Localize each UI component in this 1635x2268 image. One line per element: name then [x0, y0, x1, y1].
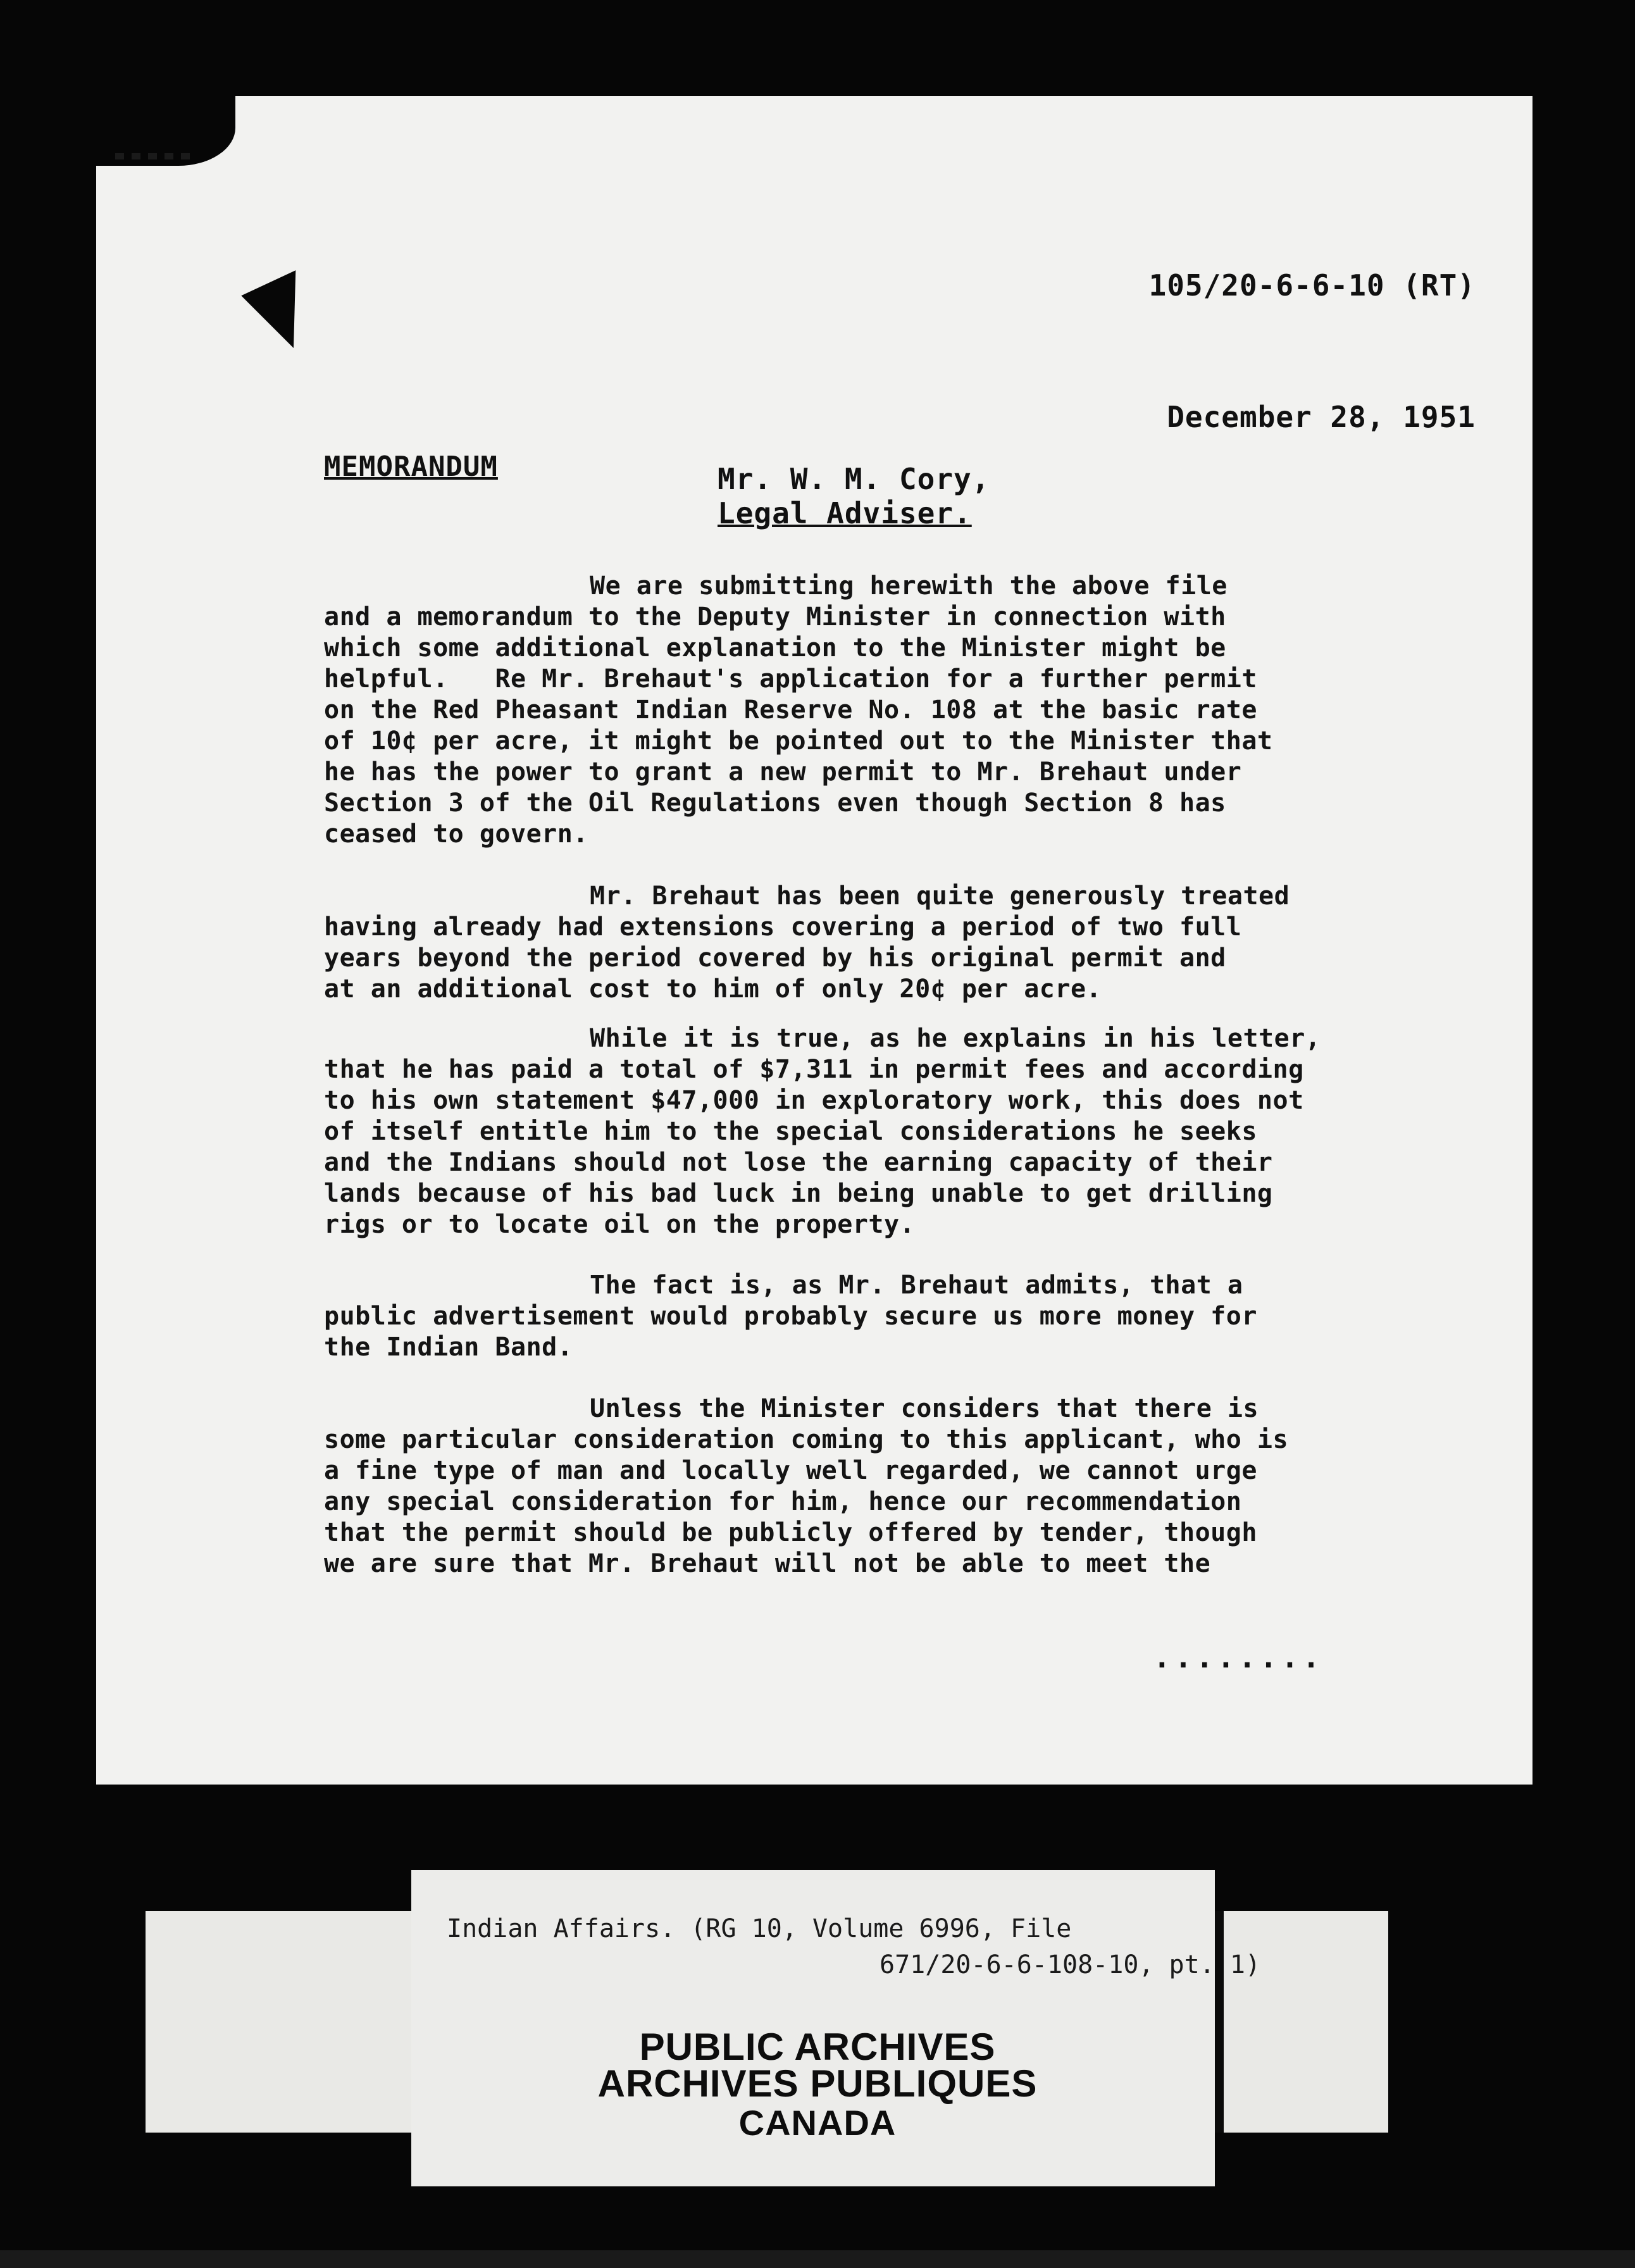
- text-line: of itself entitle him to the special considerations he seeks: [324, 1117, 1257, 1146]
- text-line: we are sure that Mr. Brehaut will not be able to meet the: [324, 1549, 1211, 1578]
- text-line: ceased to govern.: [324, 819, 588, 849]
- text-line: and a memorandum to the Deputy Minister in connection with: [324, 602, 1226, 632]
- memo-date: December 28, 1951: [1167, 400, 1476, 434]
- text-line: of 10¢ per acre, it might be pointed out to the Minister that: [324, 726, 1273, 756]
- memo-paragraph-1: [324, 571, 1520, 850]
- memo-paragraph-2: [324, 881, 1520, 1005]
- text-line: years beyond the period covered by his original permit and: [324, 944, 1226, 973]
- text-line: and the Indians should not lose the earning capacity of their: [324, 1148, 1273, 1177]
- file-reference: 105/20-6-6-10 (RT): [1148, 268, 1476, 302]
- text-line: that he has paid a total of $7,311 in permit fees and according: [324, 1055, 1304, 1084]
- text-line: We are submitting herewith the above file: [590, 571, 1228, 601]
- text-line: Section 3 of the Oil Regulations even though Section 8 has: [324, 788, 1226, 818]
- text-line: any special consideration for him, hence our recommendation: [324, 1487, 1242, 1516]
- text-line: at an additional cost to him of only 20¢ per acre.: [324, 975, 1102, 1004]
- text-line: helpful. Re Mr. Brehaut's application for a further permit: [324, 664, 1257, 694]
- text-line: The fact is, as Mr. Brehaut admits, that a: [590, 1271, 1243, 1300]
- text-line: that the permit should be publicly offered by tender, though: [324, 1518, 1257, 1547]
- recipient-name: Mr. W. M. Cory,: [718, 462, 990, 496]
- recipient-title: Legal Adviser.: [718, 496, 972, 530]
- continuation-marker: ........: [1153, 1640, 1324, 1674]
- text-line: having already had extensions covering a period of two full: [324, 913, 1242, 942]
- archive-citation-line-2: 671/20-6-6-108-10, pt. 1): [880, 1950, 1261, 1979]
- text-line: lands because of his bad luck in being unable to get drilling: [324, 1179, 1273, 1208]
- memo-paragraph-5: [324, 1393, 1520, 1580]
- memo-heading: MEMORANDUM: [324, 451, 498, 483]
- memo-paragraph-4: [324, 1270, 1520, 1363]
- film-edge: [0, 2250, 1635, 2268]
- text-line: the Indian Band.: [324, 1333, 573, 1362]
- ink-blot-mark: [241, 270, 325, 359]
- archive-country: CANADA: [738, 2103, 897, 2143]
- text-line: Mr. Brehaut has been quite generously treated: [590, 882, 1290, 911]
- archive-name-french: ARCHIVES PUBLIQUES: [597, 2062, 1038, 2105]
- text-line: Unless the Minister considers that there is: [590, 1394, 1259, 1423]
- text-line: he has the power to grant a new permit to Mr. Brehaut under: [324, 757, 1242, 787]
- text-line: While it is true, as he explains in his letter,: [590, 1024, 1321, 1053]
- text-line: on the Red Pheasant Indian Reserve No. 108 at the basic rate: [324, 695, 1257, 725]
- text-line: a fine type of man and locally well regarded, we cannot urge: [324, 1456, 1257, 1485]
- memo-page: [96, 96, 1532, 1785]
- text-line: which some additional explanation to the Minister might be: [324, 633, 1226, 663]
- text-line: rigs or to locate oil on the property.: [324, 1210, 916, 1239]
- archive-citation-line-1: Indian Affairs. (RG 10, Volume 6996, File: [447, 1914, 1072, 1943]
- text-line: some particular consideration coming to this applicant, who is: [324, 1425, 1289, 1454]
- page-marks: [115, 153, 197, 159]
- text-line: public advertisement would probably secure us more money for: [324, 1302, 1257, 1331]
- memo-paragraph-3: [324, 1023, 1520, 1240]
- archive-name-english: PUBLIC ARCHIVES: [639, 2026, 996, 2068]
- text-line: to his own statement $47,000 in exploratory work, this does not: [324, 1086, 1304, 1115]
